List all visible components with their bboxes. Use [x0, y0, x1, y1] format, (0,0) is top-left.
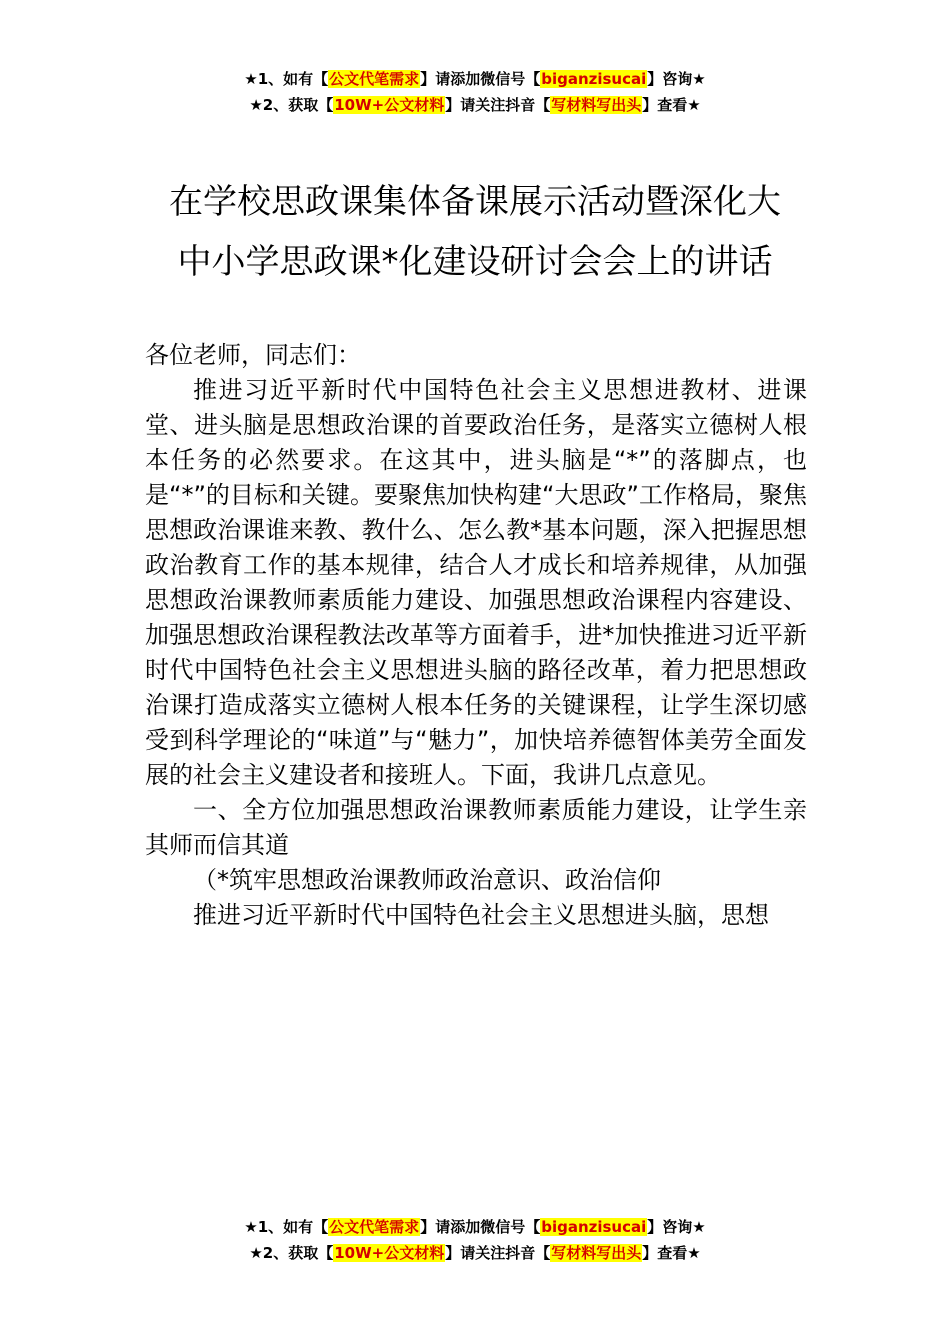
title-line-1: 在学校思政课集体备课展示活动暨深化大 — [169, 182, 781, 222]
banner-highlight: biganzisucai — [541, 1218, 647, 1236]
banner-text: 】请添加微信号【 — [420, 1218, 541, 1236]
banner-text: 】查看★ — [642, 1244, 701, 1262]
banner-line-1 — [0, 66, 950, 92]
section-heading: 一、全方位加强思想政治课教师素质能力建设，让学生亲其师而信其道 — [145, 796, 807, 859]
banner-highlight: 10W+公文材料 — [334, 96, 445, 114]
banner-text: 】请添加微信号【 — [420, 70, 541, 88]
banner-text: ★2、获取【 — [249, 1244, 334, 1262]
document-title — [110, 172, 840, 292]
banner-highlight: 公文代笔需求 — [329, 70, 420, 88]
banner-text: ★1、如有【 — [244, 70, 329, 88]
title-line-2: 中小学思政课*化建设研讨会会上的讲话 — [177, 242, 773, 282]
banner-text: 】请关注抖音【 — [445, 96, 551, 114]
banner-text: ★1、如有【 — [244, 1218, 329, 1236]
banner-text: 】咨询★ — [647, 1218, 706, 1236]
banner-highlight: biganzisucai — [541, 70, 647, 88]
banner-text: 】咨询★ — [647, 70, 706, 88]
paragraph: 推进习近平新时代中国特色社会主义思想进教材、进课堂、进头脑是思想政治课的首要政治任务，是落实立德树人根本任务的必然要求。在这其中，进头脑是“*”的落脚点，也是“*”的目标和关键。要聚焦加快构建“大思政”工作格局，聚焦思想政治课谁来教、教什么、怎么教*基本问题，深入把握思想政治教育工作的基本规律，结合人才成长和培养规律，从加强思想政治课教师素质能力建设、加强思想政治课程内容建设、加强思想政治课程教法改革等方面着手，进*加快推进习近平新时代中国特色社会主义思想进头脑的路径改革，着力把思想政治课打造成落实立德树人根本任务的关键课程，让学生深切感受到科学理论的“味道”与“魅力”，加快培养德智体美劳全面发展的社会主义建设者和接班人。下面，我讲几点意见。 — [145, 376, 807, 789]
banner-text: ★2、获取【 — [249, 96, 334, 114]
subsection-heading: （*筑牢思想政治课教师政治意识、政治信仰 — [193, 866, 661, 894]
banner-text: 】请关注抖音【 — [445, 1244, 551, 1262]
paragraph: 推进习近平新时代中国特色社会主义思想进头脑，思想 — [193, 901, 769, 929]
banner-highlight: 写材料写出头 — [551, 1244, 642, 1262]
footer-banner — [0, 1214, 950, 1266]
banner-highlight: 10W+公文材料 — [334, 1244, 445, 1262]
header-banner — [0, 66, 950, 118]
banner-highlight: 公文代笔需求 — [329, 1218, 420, 1236]
banner-highlight: 写材料写出头 — [551, 96, 642, 114]
banner-line-2 — [0, 1240, 950, 1266]
banner-line-2 — [0, 92, 950, 118]
banner-text: 】查看★ — [642, 96, 701, 114]
document-body — [145, 338, 807, 933]
banner-line-1 — [0, 1214, 950, 1240]
salutation: 各位老师，同志们： — [145, 341, 361, 369]
